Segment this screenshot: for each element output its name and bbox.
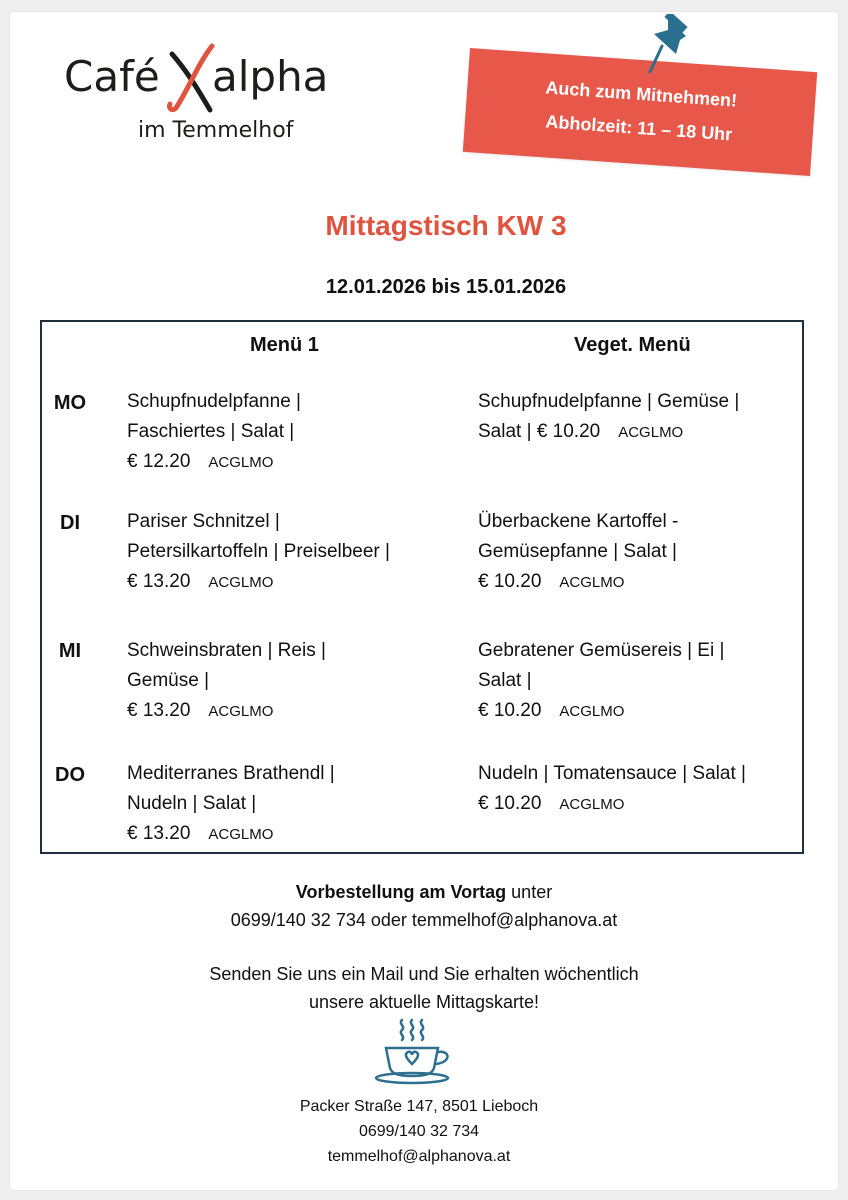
newsletter-line2: unsere aktuelle Mittagskarte! — [308, 992, 540, 1012]
dish-line: Überbackene Kartoffel - — [478, 511, 679, 532]
dish-line-prefix: Salat | — [478, 421, 537, 442]
price: € 10.20 — [478, 793, 542, 814]
allergen-codes: ACGLMO — [618, 424, 684, 441]
dish-veg-mi — [478, 636, 724, 727]
dish-line: Schupfnudelpfanne | — [127, 391, 301, 412]
dish-line: Gemüsepfanne | Salat | — [478, 541, 677, 562]
price: € 10.20 — [478, 571, 542, 592]
price-row — [127, 447, 301, 478]
day-label-mo: MO — [53, 392, 87, 414]
day-label-di: DI — [60, 512, 80, 534]
allergen-codes: ACGLMO — [559, 574, 625, 591]
dish-menu1-do — [127, 759, 335, 850]
logo-x-mark-icon — [164, 42, 218, 116]
banner-pickup-time: Abholzeit: 11 – 18 Uhr — [544, 111, 733, 145]
price-row — [478, 567, 678, 598]
dish-line: Gebratener Gemüsereis | Ei | — [478, 640, 725, 661]
push-pin-icon — [640, 14, 700, 80]
newsletter-info — [0, 960, 848, 1016]
dish-veg-do — [478, 759, 746, 820]
dish-line: Petersilkartoffeln | Preiselbeer | — [127, 541, 390, 562]
preorder-contact: 0699/140 32 734 oder temmelhof@alphanova.at — [230, 910, 618, 930]
price: € 13.20 — [127, 700, 191, 721]
page-title: Mittagstisch KW 3 — [325, 210, 567, 241]
preorder-info — [0, 878, 848, 934]
price-row — [127, 567, 390, 598]
preorder-rest: unter — [506, 882, 553, 902]
price: € 13.20 — [127, 823, 191, 844]
dish-line: Nudeln | Salat | — [127, 793, 257, 814]
dish-veg-di — [478, 507, 678, 598]
address-block — [0, 1094, 838, 1169]
column-header-menu1: Menü 1 — [250, 334, 319, 356]
address-phone: 0699/140 32 734 — [358, 1123, 480, 1140]
dish-line: Schweinsbraten | Reis | — [127, 640, 326, 661]
allergen-codes: ACGLMO — [559, 703, 625, 720]
cafe-logo — [64, 42, 344, 152]
logo-word-alpha: alpha — [212, 52, 329, 101]
price-row — [478, 417, 739, 448]
dish-veg-mo — [478, 387, 739, 448]
logo-word-cafe: Café — [64, 52, 160, 101]
allergen-codes: ACGLMO — [208, 826, 274, 843]
day-label-do: DO — [55, 764, 85, 786]
newsletter-line1: Senden Sie uns ein Mail und Sie erhalten wöchentlich — [209, 964, 639, 984]
address-email: temmelhof@alphanova.at — [327, 1148, 511, 1165]
dish-menu1-di — [127, 507, 390, 598]
price-row — [127, 819, 335, 850]
dish-line: Gemüse | — [127, 670, 210, 691]
price: € 13.20 — [127, 571, 191, 592]
price-row — [478, 789, 746, 820]
banner-takeaway-text: Auch zum Mitnehmen! — [544, 77, 738, 111]
address-street: Packer Straße 147, 8501 Lieboch — [299, 1098, 539, 1115]
price-row — [478, 696, 724, 727]
dish-line: Faschiertes | Salat | — [127, 421, 295, 442]
price-row — [127, 696, 326, 727]
logo-subtitle: im Temmelhof — [138, 118, 294, 143]
date-range: 12.01.2026 bis 15.01.2026 — [325, 276, 567, 298]
dish-line: Schupfnudelpfanne | Gemüse | — [478, 391, 740, 412]
dish-line: Pariser Schnitzel | — [127, 511, 280, 532]
price: € 10.20 — [536, 421, 601, 442]
preorder-line — [0, 878, 848, 906]
allergen-codes: ACGLMO — [559, 796, 625, 813]
preorder-bold: Vorbestellung am Vortag — [295, 882, 507, 902]
price: € 12.20 — [127, 451, 191, 472]
allergen-codes: ACGLMO — [208, 574, 274, 591]
dish-line: Nudeln | Tomatensauce | Salat | — [478, 763, 746, 784]
dish-line: Mediterranes Brathendl | — [127, 763, 335, 784]
price: € 10.20 — [478, 700, 542, 721]
allergen-codes: ACGLMO — [208, 703, 274, 720]
dish-menu1-mi — [127, 636, 326, 727]
allergen-codes: ACGLMO — [208, 454, 274, 471]
coffee-cup-icon — [366, 1016, 458, 1086]
dish-line: Salat | — [478, 670, 532, 691]
column-header-veg: Veget. Menü — [574, 334, 691, 356]
dish-menu1-mo — [127, 387, 301, 478]
day-label-mi: MI — [58, 640, 82, 662]
